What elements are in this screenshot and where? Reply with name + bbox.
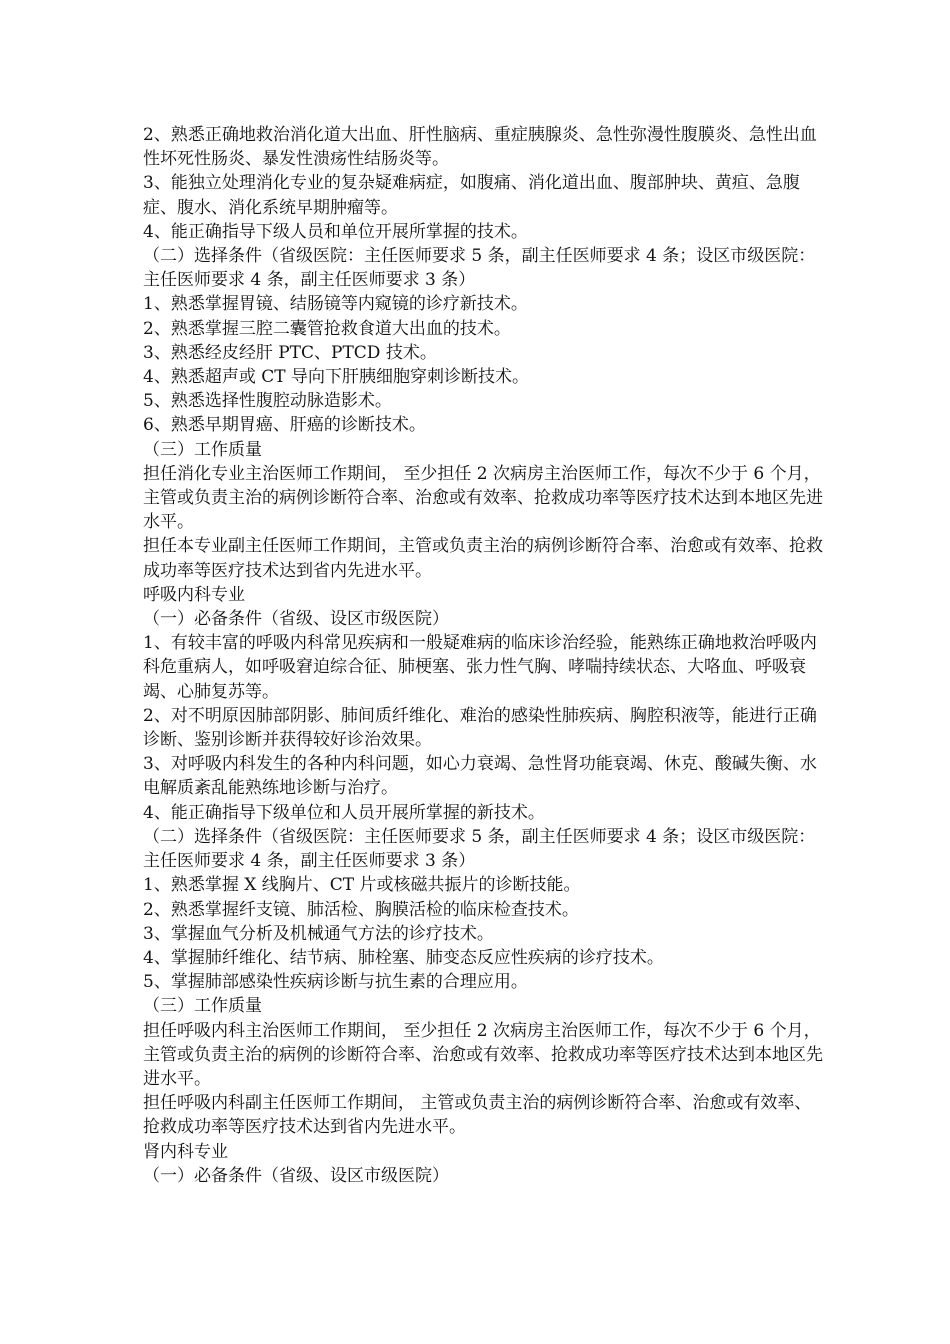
paragraph: 4、掌握肺纤维化、结节病、肺栓塞、肺变态反应性疾病的诊疗技术。 xyxy=(143,947,664,968)
paragraph: 5、熟悉选择性腹腔动脉造影术。 xyxy=(143,391,392,412)
paragraph: 1、有较丰富的呼吸内科常见疾病和一般疑难病的临床诊治经验，能熟练正确地救治呼吸内科危重病人，如呼吸窘迫综合征、肺梗塞、张力性气胸、哮喘持续状态、大咯血、呼吸衰竭、心肺复苏等。 xyxy=(143,633,817,702)
paragraph: 2、熟悉掌握三腔二囊管抢救食道大出血的技术。 xyxy=(143,318,511,339)
section-heading: 呼吸内科专业 xyxy=(143,584,245,605)
paragraph: 4、能正确指导下级人员和单位开展所掌握的技术。 xyxy=(143,221,528,242)
paragraph: 3、掌握血气分析及机械通气方法的诊疗技术。 xyxy=(143,923,494,944)
paragraph: 5、掌握肺部感染性疾病诊断与抗生素的合理应用。 xyxy=(143,972,528,993)
section-subheading: （三）工作质量 xyxy=(143,996,262,1017)
paragraph: 4、能正确指导下级单位和人员开展所掌握的新技术。 xyxy=(143,802,545,823)
paragraph: 2、熟悉正确地救治消化道大出血、肝性脑病、重症胰腺炎、急性弥漫性腹膜炎、急性出血性坏死性肠炎、暴发性溃疡性结肠炎等。 xyxy=(143,125,817,170)
paragraph: 2、对不明原因肺部阴影、肺间质纤维化、难治的感染性肺疾病、胸腔积液等，能进行正确诊断、鉴别诊断并获得较好诊治效果。 xyxy=(143,705,817,751)
paragraph: 1、熟悉掌握 X 线胸片、CT 片或核磁共振片的诊断技能。 xyxy=(143,875,581,896)
document-page xyxy=(143,123,823,1188)
section-subheading: （一）必备条件（省级、设区市级医院） xyxy=(143,609,449,630)
paragraph: 1、熟悉掌握胃镜、结肠镜等内窥镜的诊疗新技术。 xyxy=(143,294,528,315)
section-subheading: （二）选择条件（省级医院：主任医师要求 5 条，副主任医师要求 4 条；设区市级医院：主任医师要求 4 条，副主任医师要求 3 条） xyxy=(143,826,816,872)
paragraph: 3、对呼吸内科发生的各种内科问题，如心力衰竭、急性肾功能衰竭、休克、酸碱失衡、水电解质紊乱能熟练地诊断与治疗。 xyxy=(143,754,817,799)
paragraph: 担任呼吸内科副主任医师工作期间， 主管或负责主治的病例诊断符合率、治愈或有效率、抢救成功率等医疗技术达到省内先进水平。 xyxy=(143,1093,812,1138)
paragraph: 3、能独立处理消化专业的复杂疑难病症，如腹痛、消化道出血、腹部肿块、黄疸、急腹症、腹水、消化系统早期肿瘤等。 xyxy=(143,173,800,218)
paragraph: 担任消化专业主治医师工作期间， 至少担任 2 次病房主治医师工作，每次不少于 6 个月，主管或负责主治的病例诊断符合率、治愈或有效率、抢救成功率等医疗技术达到本地区先进水平。 xyxy=(143,463,823,533)
section-subheading: （二）选择条件（省级医院：主任医师要求 5 条，副主任医师要求 4 条；设区市级医院：主任医师要求 4 条，副主任医师要求 3 条） xyxy=(143,246,816,291)
paragraph: 4、熟悉超声或 CT 导向下肝胰细胞穿刺诊断技术。 xyxy=(143,367,529,388)
section-subheading: （三）工作质量 xyxy=(143,439,262,460)
paragraph: 2、熟悉掌握纤支镜、肺活检、胸膜活检的临床检查技术。 xyxy=(143,899,579,920)
paragraph: 担任呼吸内科主治医师工作期间， 至少担任 2 次病房主治医师工作，每次不少于 6 个月，主管或负责主治的病例的诊断符合率、治愈或有效率、抢救成功率等医疗技术达到本地区先进水平。 xyxy=(143,1020,823,1089)
paragraph: 6、熟悉早期胃癌、肝癌的诊断技术。 xyxy=(143,415,426,436)
section-heading: 肾内科专业 xyxy=(143,1141,228,1162)
paragraph: 3、熟悉经皮经肝 PTC、PTCD 技术。 xyxy=(143,342,437,363)
paragraph: 担任本专业副主任医师工作期间，主管或负责主治的病例诊断符合率、治愈或有效率、抢救成功率等医疗技术达到省内先进水平。 xyxy=(143,536,823,581)
section-subheading: （一）必备条件（省级、设区市级医院） xyxy=(143,1165,449,1186)
